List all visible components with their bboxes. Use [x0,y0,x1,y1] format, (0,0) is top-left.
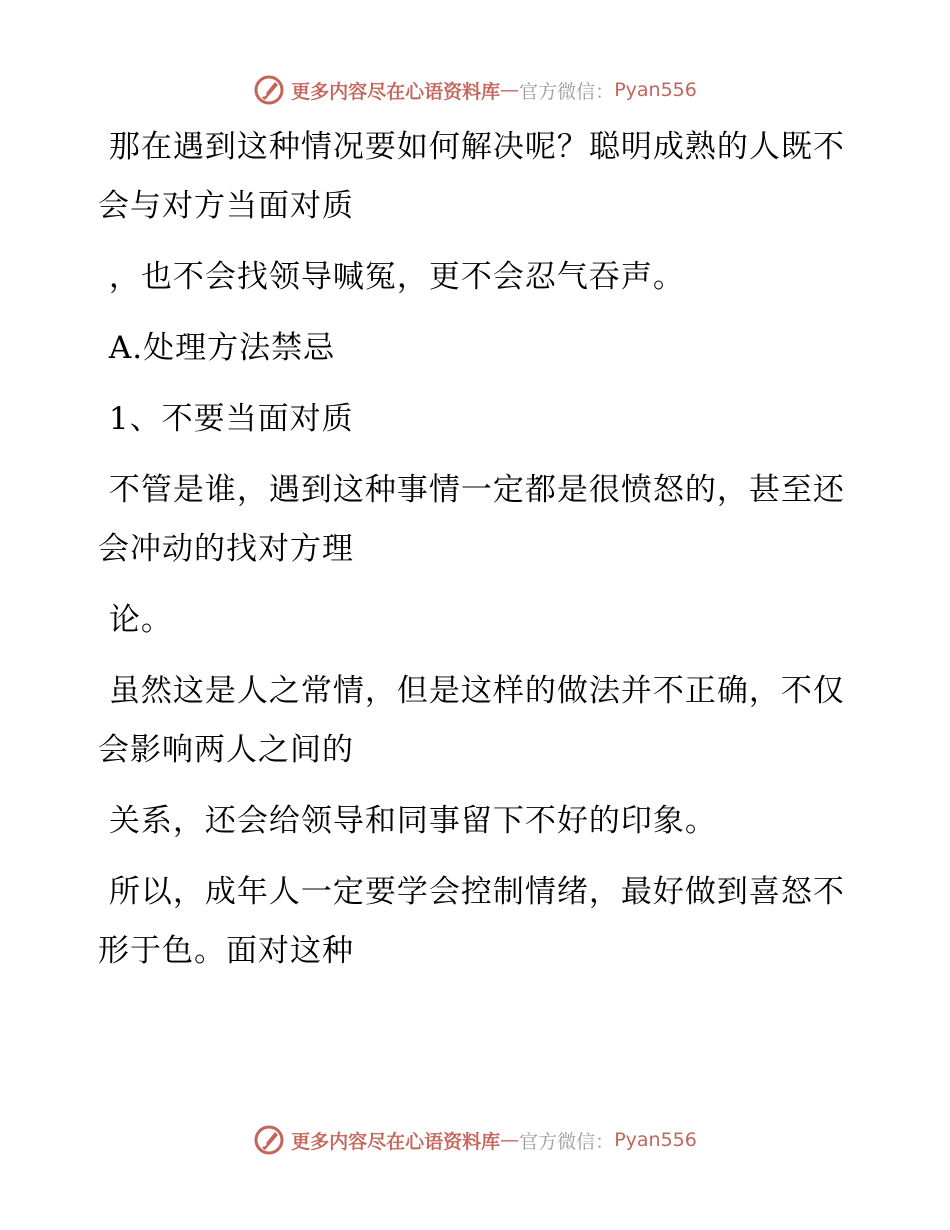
watermark-main-text: 更多内容尽在心语资料库 [291,1130,501,1153]
paragraph-6: 关系，还会给领导和同事留下不好的印象。 [98,803,717,839]
watermark-dash: — [500,1129,520,1151]
paragraph-7: 所以，成年人一定要学会控制情绪，最好做到喜怒不形于色。面对这种 [98,874,845,969]
paragraph-5: 虽然这是人之常情，但是这样的做法并不正确，不仅会影响两人之间的 [98,673,845,768]
quill-logo-icon [253,74,285,106]
watermark-wechat-id: Pyan556 [614,79,697,101]
watermark-wechat-label: 官方微信： [519,80,615,103]
paragraph-2: ，也不会找领导喊冤，更不会忍气吞声。 [98,259,685,295]
subsection-heading: 1、不要当面对质 [98,401,354,437]
document-body [98,118,858,993]
section-heading: A.处理方法禁忌 [98,330,336,366]
paragraph-3: 不管是谁，遇到这种事情一定都是很愤怒的，甚至还会冲动的找对方理 [98,472,845,567]
quill-logo-icon [253,1124,285,1156]
paragraph-4: 论。 [98,602,173,638]
header-watermark [0,70,950,110]
watermark-wechat-id: Pyan556 [614,1129,697,1151]
watermark-wechat-label: 官方微信： [519,1130,615,1153]
footer-watermark [0,1120,950,1160]
watermark-dash: — [500,79,520,101]
paragraph-1: 那在遇到这种情况要如何解决呢？聪明成熟的人既不会与对方当面对质 [98,129,845,224]
watermark-main-text: 更多内容尽在心语资料库 [291,80,501,103]
